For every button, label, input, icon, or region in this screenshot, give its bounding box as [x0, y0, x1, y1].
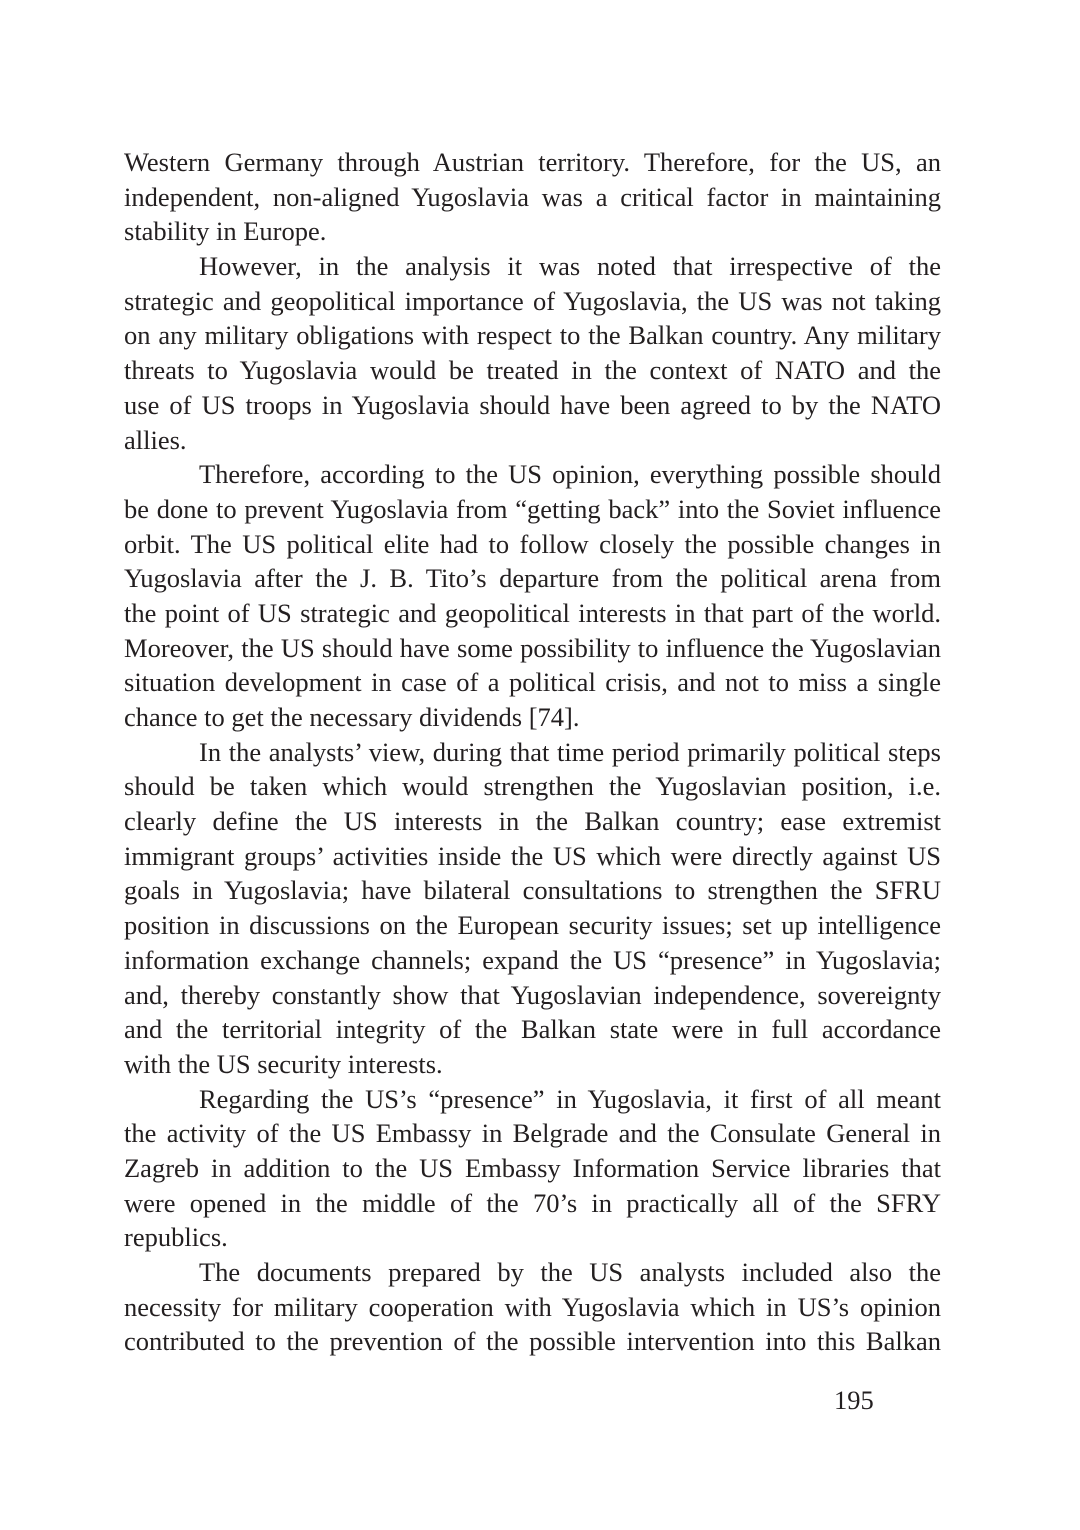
text-line: Western Germany through Austrian territory. Therefore, for the US, an	[124, 147, 941, 177]
text-line: clearly define the US interests in the Balkan country; ease extremist	[124, 806, 941, 837]
paragraph	[124, 457, 941, 735]
text-line: Therefore, according to the US opinion, everything possible should	[199, 459, 941, 490]
text-line: situation development in case of a political crisis, and not to miss a single	[124, 667, 941, 698]
text-line: necessity for military cooperation with Yugoslavia which in US’s opinion	[124, 1291, 941, 1322]
text-line: with the US security interests.	[124, 1048, 443, 1079]
paragraph	[124, 1255, 941, 1359]
text-line: the point of US strategic and geopolitical interests in that part of the world.	[124, 597, 941, 628]
paragraph	[124, 145, 941, 249]
text-line: the activity of the US Embassy in Belgrade and the Consulate General in	[124, 1118, 941, 1149]
text-line: immigrant groups’ activities inside the US which were directly against US	[124, 840, 941, 871]
text-line: Regarding the US’s “presence” in Yugoslavia, it first of all meant	[199, 1083, 941, 1114]
text-line: Yugoslavia after the J. B. Tito’s departure from the political arena from	[124, 563, 941, 594]
text-line: independent, non-aligned Yugoslavia was a critical factor in maintaining	[124, 181, 941, 212]
text-line: be done to prevent Yugoslavia from “getting back” into the Soviet influence	[124, 493, 941, 524]
text-line: threats to Yugoslavia would be treated in the context of NATO and the	[124, 355, 941, 386]
text-line: strategic and geopolitical importance of Yugoslavia, the US was not taking	[124, 285, 941, 316]
text-line: The documents prepared by the US analysts included also the	[199, 1257, 941, 1287]
text-line: and the territorial integrity of the Balkan state were in full accordance	[124, 1014, 941, 1045]
text-line: Zagreb in addition to the US Embassy Information Service libraries that	[124, 1152, 941, 1183]
text-line: In the analysts’ view, during that time period primarily political steps	[199, 736, 941, 767]
paragraph	[124, 249, 941, 457]
text-line: on any military obligations with respect to the Balkan country. Any military	[124, 320, 941, 351]
page-number: 195	[834, 1385, 874, 1415]
text-line: chance to get the necessary dividends [74].	[124, 702, 580, 732]
text-line: information exchange channels; expand the US “presence” in Yugoslavia;	[124, 944, 941, 975]
text-line: allies.	[124, 424, 187, 455]
paragraph	[124, 1082, 941, 1255]
text-line: and, thereby constantly show that Yugoslavian independence, sovereignty	[124, 979, 941, 1010]
text-line: should be taken which would strengthen the Yugoslavian position, i.e.	[124, 771, 941, 802]
text-line: use of US troops in Yugoslavia should have been agreed to by the NATO	[124, 389, 941, 420]
text-line: position in discussions on the European security issues; set up intelligence	[124, 910, 941, 941]
text-line: goals in Yugoslavia; have bilateral consultations to strengthen the SFRU	[124, 875, 941, 906]
text-line: contributed to the prevention of the possible intervention into this Balkan	[124, 1326, 941, 1357]
text-line: stability in Europe.	[124, 216, 327, 247]
paragraph	[124, 735, 941, 1082]
text-line: Moreover, the US should have some possibility to influence the Yugoslavian	[124, 632, 941, 663]
text-line: orbit. The US political elite had to follow closely the possible changes in	[124, 528, 941, 559]
text-line: republics.	[124, 1222, 228, 1253]
page-body	[124, 145, 941, 1359]
text-line: were opened in the middle of the 70’s in practically all of the SFRY	[124, 1187, 941, 1218]
text-line: However, in the analysis it was noted that irrespective of the	[199, 251, 941, 282]
